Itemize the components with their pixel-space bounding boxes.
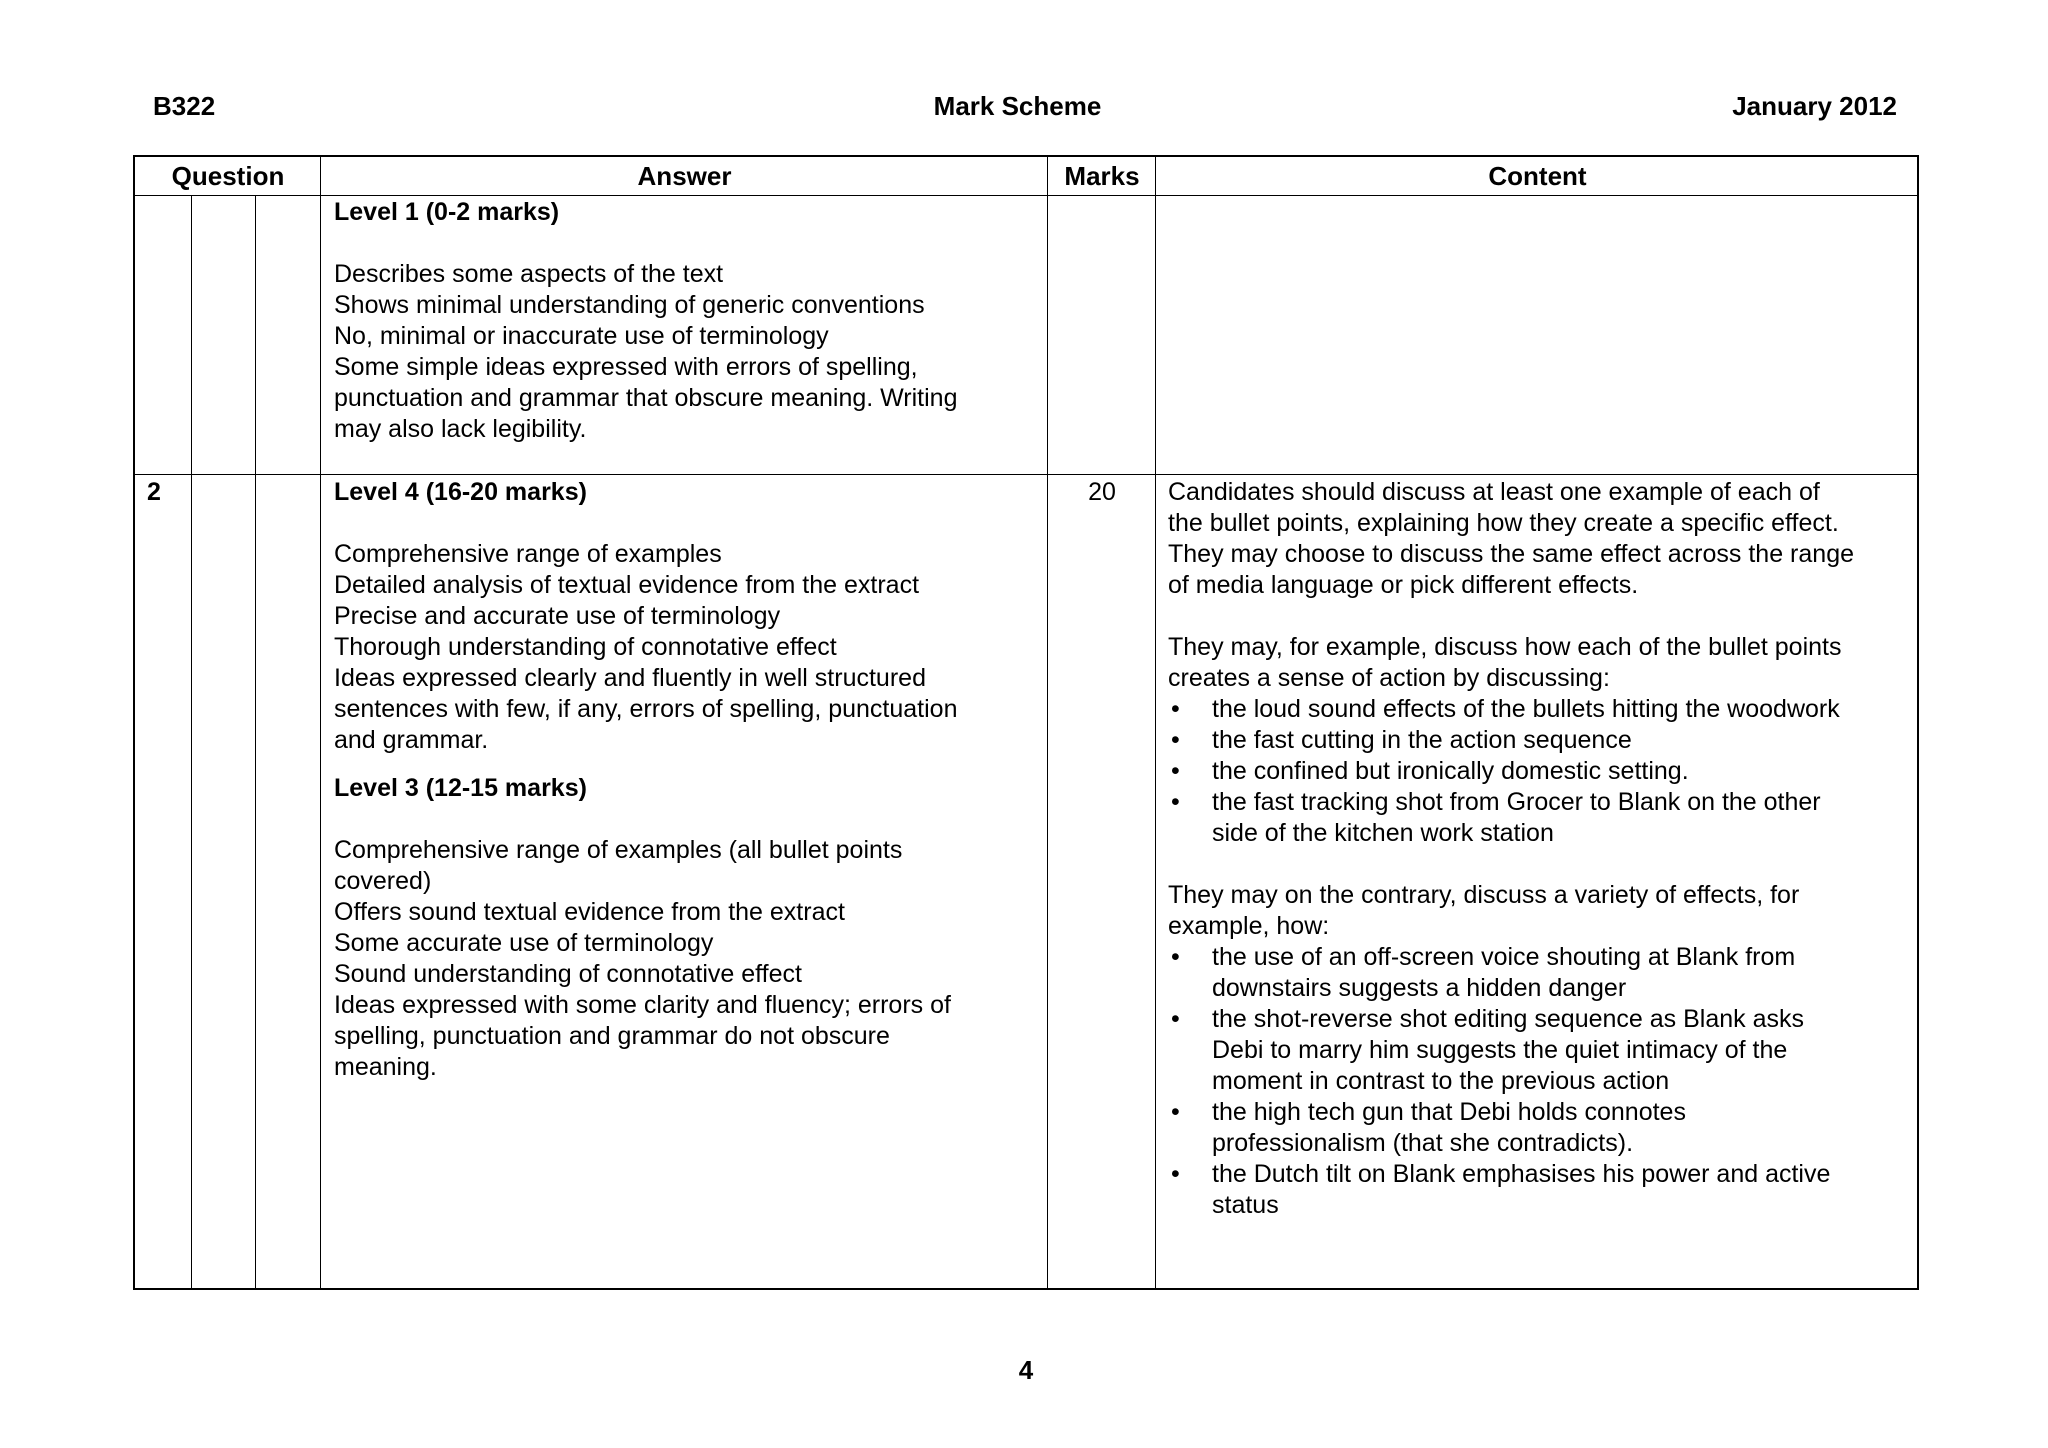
row-divider (135, 474, 1917, 475)
list-item: • the confined but ironically domestic setting. (1168, 756, 1916, 787)
row1-answer (334, 197, 1034, 445)
level3-line: spelling, punctuation and grammar do not obscure (334, 1022, 890, 1050)
level3-line: meaning. (334, 1053, 437, 1081)
marks-value: 20 (1088, 478, 1116, 506)
column-header-answer: Answer (637, 161, 732, 191)
mark-scheme-table (133, 155, 1919, 1290)
marks-col-divider (1047, 157, 1048, 1288)
list-item: • the high tech gun that Debi holds connotes professionalism (that she contradicts). (1168, 1097, 1916, 1159)
level3-heading: Level 3 (12-15 marks) (334, 774, 587, 802)
level1-line: Shows minimal understanding of generic conventions (334, 291, 925, 319)
question-subcol-divider-2 (255, 195, 256, 1288)
row2-content (1168, 477, 1916, 1221)
content-para2-line: creates a sense of action by discussing: (1168, 664, 1610, 692)
level4-line: Detailed analysis of textual evidence from the extract (334, 571, 920, 599)
level4-line: Ideas expressed clearly and fluently in well structured (334, 664, 926, 692)
header-row-divider (135, 195, 1917, 196)
list-item: • the fast tracking shot from Grocer to Blank on the other side of the kitchen work station (1168, 787, 1916, 849)
variety-effects-list (1168, 942, 1916, 1221)
list-item: • the fast cutting in the action sequence (1168, 725, 1916, 756)
level3-line: Offers sound textual evidence from the extract (334, 898, 845, 926)
level1-heading: Level 1 (0-2 marks) (334, 198, 560, 226)
level3-line: Comprehensive range of examples (all bullet points (334, 836, 903, 864)
level3-line: Sound understanding of connotative effect (334, 960, 802, 988)
page-number: 4 (1018, 1355, 1034, 1385)
content-intro-line: They may choose to discuss the same effect across the range (1168, 540, 1854, 568)
list-item: • the loud sound effects of the bullets hitting the woodwork (1168, 694, 1916, 725)
level4-line: and grammar. (334, 726, 489, 754)
content-para2-line: They may, for example, discuss how each of the bullet points (1168, 633, 1842, 661)
level4-line: Comprehensive range of examples (334, 540, 722, 568)
document-date: January 2012 (1732, 91, 1897, 121)
content-intro-line: the bullet points, explaining how they create a specific effect. (1168, 509, 1839, 537)
level1-line: Describes some aspects of the text (334, 260, 724, 288)
level1-line: punctuation and grammar that obscure meaning. Writing (334, 384, 958, 412)
content-intro-line: of media language or pick different effects. (1168, 571, 1639, 599)
level4-heading: Level 4 (16-20 marks) (334, 478, 587, 506)
list-item: • the use of an off-screen voice shouting at Blank from downstairs suggests a hidden danger (1168, 942, 1916, 1004)
content-para3-line: They may on the contrary, discuss a variety of effects, for (1168, 881, 1800, 909)
level3-line: Ideas expressed with some clarity and fluency; errors of (334, 991, 951, 1019)
level1-line: Some simple ideas expressed with errors of spelling, (334, 353, 918, 381)
content-intro-line: Candidates should discuss at least one example of each of (1168, 478, 1820, 506)
answer-col-divider (320, 157, 321, 1288)
list-item: • the shot-reverse shot editing sequence as Blank asks Debi to marry him suggests the quiet intimacy of the moment in contrast to the previous action (1168, 1004, 1916, 1097)
column-header-content: Content (1488, 161, 1587, 191)
action-effects-list (1168, 694, 1916, 849)
column-header-question: Question (171, 161, 285, 191)
question-subcol-divider-1 (191, 195, 192, 1288)
document-title: Mark Scheme (933, 91, 1102, 121)
list-item: • the Dutch tilt on Blank emphasises his power and active status (1168, 1159, 1916, 1221)
level1-line: No, minimal or inaccurate use of terminology (334, 322, 829, 350)
level3-line: covered) (334, 867, 432, 895)
content-para3-line: example, how: (1168, 912, 1330, 940)
level4-line: Thorough understanding of connotative effect (334, 633, 837, 661)
content-col-divider (1155, 157, 1156, 1288)
level1-line: may also lack legibility. (334, 415, 587, 443)
level4-line: Precise and accurate use of terminology (334, 602, 781, 630)
question-number: 2 (147, 478, 161, 506)
column-header-marks: Marks (1064, 161, 1140, 191)
row2-answer (334, 477, 1039, 1083)
document-code: B322 (153, 91, 216, 121)
level4-line: sentences with few, if any, errors of spelling, punctuation (334, 695, 958, 723)
level3-line: Some accurate use of terminology (334, 929, 714, 957)
